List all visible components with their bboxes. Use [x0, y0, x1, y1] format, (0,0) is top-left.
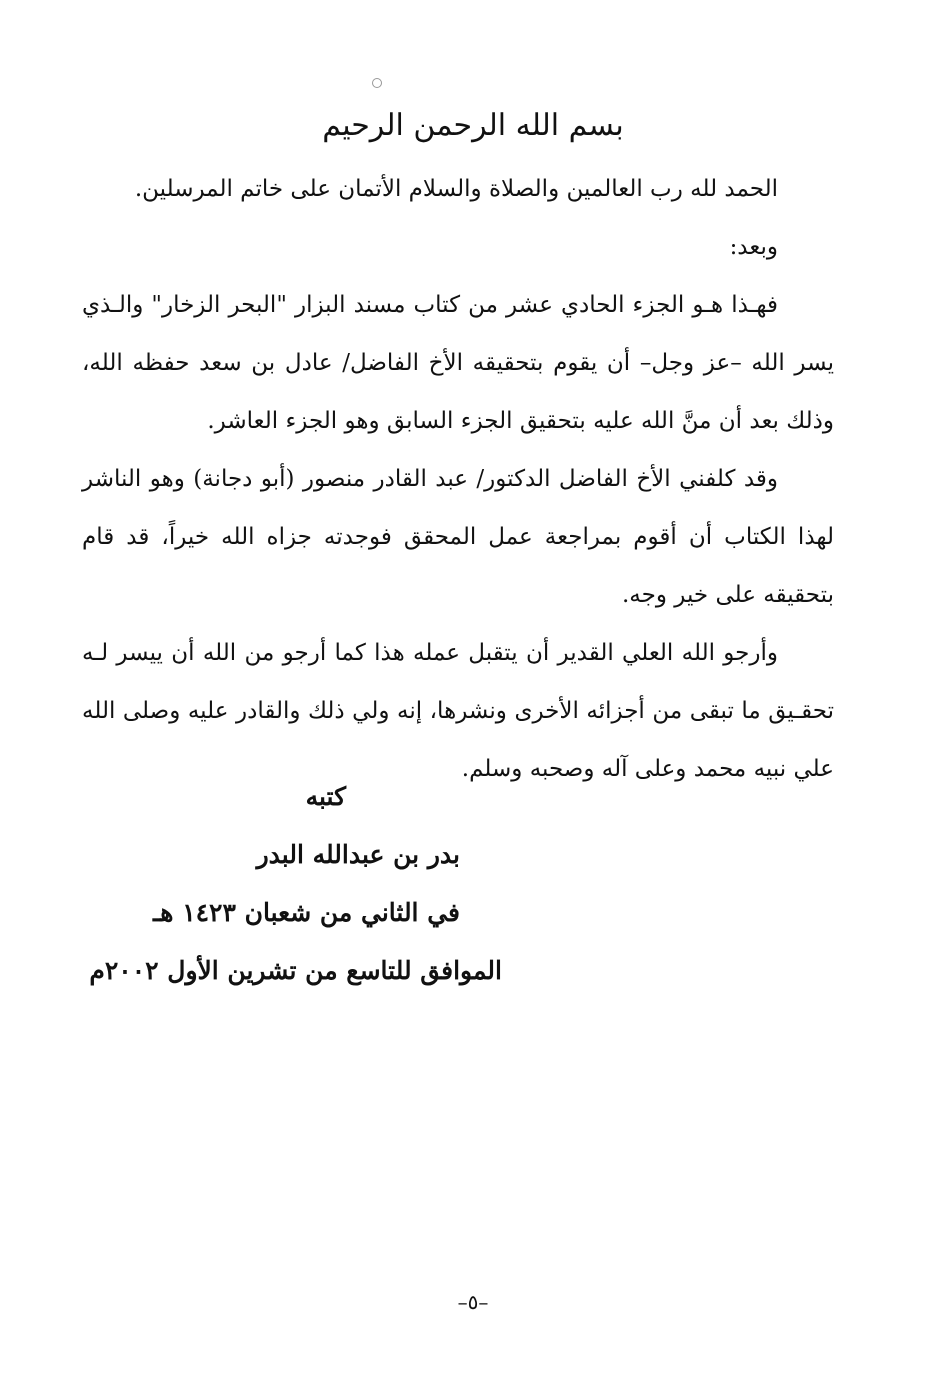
signature-label: كتبه — [305, 782, 346, 811]
gregorian-date: الموافق للتاسع من تشرين الأول ٢٠٠٢م — [89, 956, 502, 985]
decorative-circle-mark — [372, 78, 382, 88]
paragraph-1: فهـذا هـو الجزء الحادي عشر من كتاب مسند البزار "البحر الزخار" والـذي يسر الله –عز وجل– أن يقوم بتحقيقه الأخ الفاضل/ عادل بن سعد حفظه الله، وذلك بعد أن منَّ الله عليه بتحقيق الجزء السابق وهو الجزء العاشر. — [82, 292, 835, 434]
hijri-date: في الثاني من شعبان ١٤٢٣ هـ — [152, 898, 460, 927]
basmala-heading: بسم الله الرحمن الرحيم — [322, 108, 624, 143]
author-name: بدر بن عبدالله البدر — [256, 840, 460, 869]
salutation-line: وبعد: — [729, 234, 778, 260]
paragraph-3: وأرجو الله العلي القدير أن يتقبل عمله هذا كما أرجو من الله أن ييسر لـه تحقـيق ما تبقى من أجزائه الأخرى ونشرها، إنه ولي ذلك والقادر عليه وصلى الله علي نبيه محمد وعلى آله وصحبه وسلم. — [82, 640, 834, 782]
page-number: –٥– — [457, 1290, 489, 1314]
opening-line: الحمد لله رب العالمين والصلاة والسلام الأتمان على خاتم المرسلين. — [134, 176, 778, 202]
paragraph-2: وقد كلفني الأخ الفاضل الدكتور/ عبد القادر منصور (أبو دجانة) وهو الناشر لهذا الكتاب أن أقوم بمراجعة عمل المحقق فوجدته جزاه الله خيراً، قد قام بتحقيقه على خير وجه. — [82, 466, 834, 608]
body-text — [82, 160, 834, 798]
